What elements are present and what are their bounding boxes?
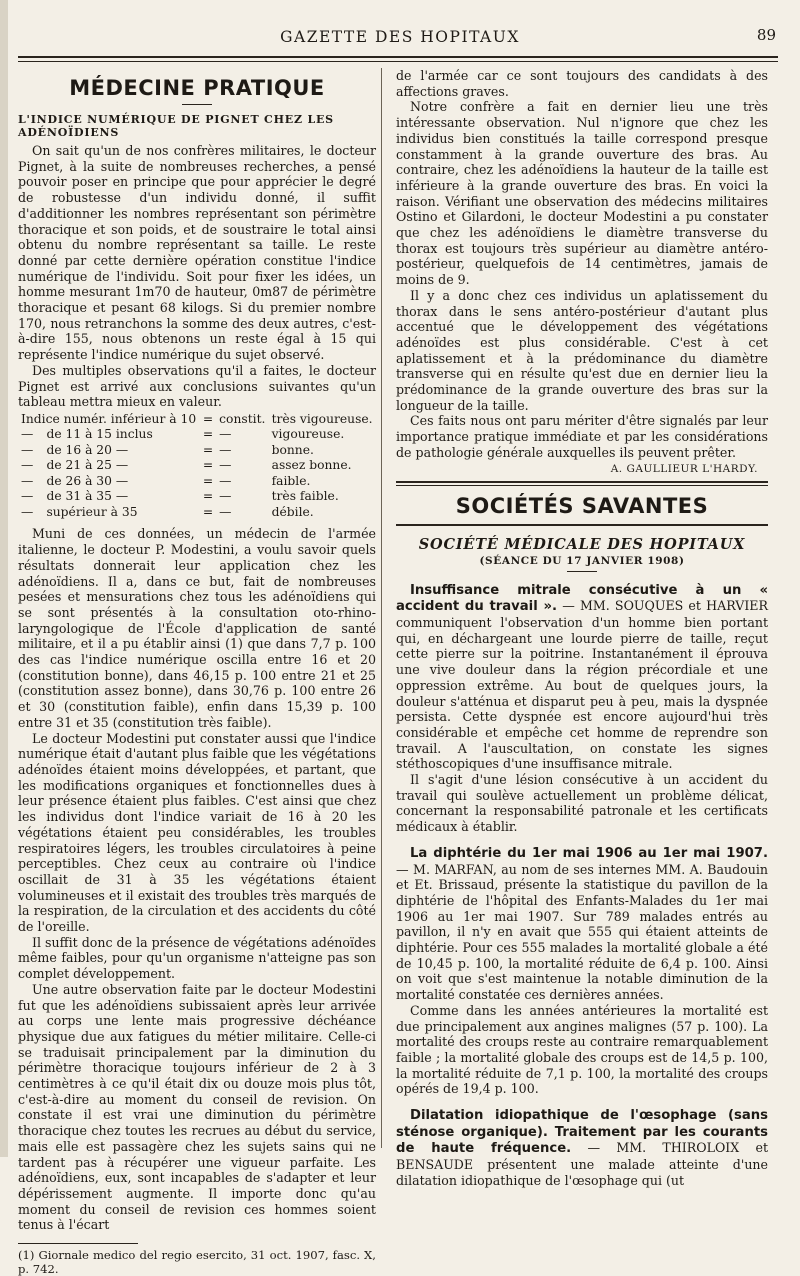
indice-cell: = (202, 504, 214, 519)
running-title: GAZETTE DES HOPITAUX (280, 28, 520, 46)
indice-cell: — (21, 504, 34, 519)
indice-cell: Indice numér. inférieur à 10 (21, 411, 197, 426)
communication-text: — M. MARFAN, au nom de ses internes MM. A. Baudouin et Et. Brissaud, présente la statistique du pavillon de la diphtérie de l'hôpital des Enfants-Malades du 1er mai 1906 au 1er mai 1907. Sur 789 malades entrés au pavillon, il n'y en avait que 555 qui étaient atteints de diphtérie. Pour ces 555 malades la mortalité globale a été de 10,45 p. 100, la mortalité réduite de 6,4 p. 100. Ainsi on voit que s'est maintenue la notable diminution de la mortalité constatée ces dernières années. (396, 861, 768, 1003)
indice-cell: — (219, 473, 232, 488)
indice-cell: — (219, 504, 232, 519)
paragraph: Ces faits nous ont paru mériter d'être signalés par leur importance pratique immédiate et par les considérations de pathologie générale auxquelles ils peuvent prêter. (396, 413, 768, 460)
indice-cell: — (21, 442, 34, 457)
indice-cell: faible. (271, 473, 311, 488)
paragraph: Il s'agit d'une lésion consécutive à un accident du travail qui soulève actuellement un problème délicat, concernant la responsabilité patronale et les certificats médicaux à établir. (396, 772, 768, 835)
indice-cell: de 26 à 30 — (46, 473, 129, 488)
indice-cell: = (202, 427, 214, 442)
indice-cell: de 11 à 15 inclus (46, 427, 153, 442)
short-rule (182, 104, 212, 105)
indice-cell: = (202, 473, 214, 488)
communication-title: Dilatation idiopathique de l'œsophage (sans sténose organique). Traitement par les courants de haute fréquence. (396, 1108, 768, 1157)
indice-row (18, 489, 376, 505)
indice-cell: très vigoureuse. (271, 411, 373, 426)
section-title-medecine-pratique: MÉDECINE PRATIQUE (69, 76, 325, 100)
communication-item (396, 1107, 768, 1189)
communication-item (396, 845, 768, 1097)
column-divider (381, 68, 382, 1148)
short-rule (567, 571, 597, 572)
indice-row (18, 505, 376, 521)
paragraph: Muni de ces données, un médecin de l'armée italienne, le docteur P. Modestini, a voulu savoir quels résultats donnerait leur application chez les adénoïdiens. Il a, dans ce but, fait de nombreuses pesées et mensurations chez tous les adénoïdiens qui se sont présentés à la consultation oto-rhino-laryngologique de l'École d'application de santé militaire, et il a pu établir ainsi (1) que dans 7,7 p. 100 des cas l'indice numérique oscilla entre 16 et 20 (constitution bonne), dans 46,15 p. 100 entre 21 et 25 (constitution assez bonne), dans 30,76 p. 100 entre 26 et 30 (constitution faible), enfin dans 15,39 p. 100 entre 31 et 35 (constitution très faible). (18, 526, 376, 730)
indice-cell: = (202, 458, 214, 473)
indice-row (18, 458, 376, 474)
indice-cell: = (202, 442, 214, 457)
page-number: 89 (756, 26, 776, 44)
communication-text: — MM. THIROLOIX et BENSAUDE présentent une malade atteinte d'une dilatation idiopathique de l'œsophage qui (ut (396, 1140, 769, 1188)
indice-cell: — (21, 458, 34, 473)
indice-cell: — (219, 489, 232, 504)
paragraph: Il y a donc chez ces individus un aplatissement du thorax dans le sens antéro-postérieur d'autant plus accentué que le développement des végétations adénoïdes est plus considérable. C'est à cet aplatissement et à la prédominance du diamètre transverse qui en résulte qu'est due en dernier lieu la prédominance de la grande ouverture des bras sur la longueur de la taille. (396, 287, 768, 413)
paragraph: Notre confrère a fait en dernier lieu une très intéressante observation. Nul n'ignore que chez les individus bien constitués la taille correspond presque constamment à la grande ouverture des bras. Au contraire, chez les adénoïdiens la hauteur de la taille est inférieure à la grande ouverture des bras. En voici la raison. Vérifiant une observation des médecins militaires Ostino et Gilardoni, le docteur Modestini a pu constater que chez les adénoïdiens le diamètre transverse du thorax est toujours très supérieur au diamètre antéro-postérieur, quelquefois de 14 centimètres, jamais de moins de 9. (396, 99, 768, 288)
indice-row (18, 412, 376, 428)
left-column (18, 68, 376, 1276)
indice-cell: — (21, 473, 34, 488)
indice-cell: — (219, 442, 232, 457)
paragraph: Une autre observation faite par le docteur Modestini fut que les adénoïdiens subissaient après leur arrivée au corps une lente mais progressive déchéance physique due aux fatigues du métier militaire. Celle-ci se traduisait principalement par la diminution du périmètre thoracique toujours inférieur de 2 à 3 centimètres à ce qu'il était dix ou douze mois plus tôt, c'est-à-dire au moment du conseil de revision. On constate il est vrai une diminution du périmètre thoracique chez toutes les recrues au début du service, mais elle est passagère chez les sujets sains qui ne tardent pas à récupérer une vigueur parfaite. Les adénoïdiens, eux, sont incapables de s'adapter et leur dépérissement augmente. Il importe donc qu'au moment du conseil de revision ces hommes soient tenus à l'écart (18, 981, 376, 1233)
paragraph: de l'armée car ce sont toujours des candidats à des affections graves. (396, 68, 768, 99)
indice-row (18, 443, 376, 459)
paragraph: On sait qu'un de nos confrères militaires, le docteur Pignet, à la suite de nombreuses recherches, a pensé pouvoir poser en principe que pour apprécier le degré de robustesse d'un individu donné, il suffit d'additionner les nombres représentant son périmètre thoracique et son poids, et de soustraire le total ainsi obtenu du nombre représentant sa taille. Le reste donné par cette dernière opération constitue l'indice numérique de l'individu. Soit pour fixer les idées, un homme mesurant 1m70 de hauteur, 0m87 de périmètre thoracique et pesant 68 kilogs. Si du premier nombre 170, nous retranchons la somme des deux autres, c'est-à-dire 155, nous obtenons un reste égal à 15 qui représente l'indice numérique du sujet observé. (18, 143, 376, 363)
indice-cell: de 16 à 20 — (46, 442, 129, 457)
indice-cell: très faible. (271, 489, 339, 504)
indice-cell: assez bonne. (271, 458, 352, 473)
paragraph: Le docteur Modestini put constater aussi que l'indice numérique était d'autant plus faible que les végétations adénoïdes étaient moins développées, et partant, que les modifications organiques et fonctionnelles dues à leur présence étaient plus faibles. C'est ainsi que chez les individus dont l'indice variait de 16 à 20 les végétations étaient peu considérables, les troubles respiratoires légers, les troubles circulatoires à peine perceptibles. Chez ceux au contraire où l'indice oscillait de 31 à 35 les végétations étaient volumineuses et il existait des troubles très marqués de la respiration, de la circulation et des accidents du côté de l'oreille. (18, 730, 376, 935)
paragraph: Comme dans les années antérieures la mortalité est due principalement aux angines malignes (57 p. 100). La mortalité des croups reste au contraire remarquablement faible ; la mortalité globale des croups est de 14,5 p. 100, la mortalité réduite de 7,1 p. 100, la mortalité des croups opérés de 19,4 p. 100. (396, 1002, 768, 1097)
indice-cell: — (21, 489, 34, 504)
header-rule-thin (18, 61, 778, 62)
communication-title: Insuffisance mitrale consécutive à un « accident du travail ». (396, 582, 768, 615)
running-header (20, 26, 780, 50)
indice-cell: de 21 à 25 — (46, 458, 129, 473)
communication-text: — MM. SOUQUES et HARVIER communiquent l'observation d'un homme bien portant qui, en déchargeant une lourde pierre de taille, reçut cette pierre sur la poitrine. Instantanément il éprouva une vive douleur dans la région précordiale et une oppression extrême. Au bout de quelques jours, la douleur s'atténua et disparut peu à peu, mais la dyspnée persista. Cette dyspnée est encore aujourd'hui très considérable et empêche cet homme de reprendre son travail. A l'auscultation, on constate les signes stéthoscopiques d'une insuffisance mitrale. (396, 598, 768, 772)
indice-cell: = (202, 489, 214, 504)
indice-cell: de 31 à 35 — (46, 489, 129, 504)
indice-row (18, 474, 376, 490)
right-column (396, 68, 768, 1189)
author-signature: A. GAULLIEUR L'HARDY. (610, 462, 758, 475)
footnote-rule (18, 1243, 138, 1244)
indice-row (18, 427, 376, 443)
indice-cell: = (202, 411, 214, 426)
indice-cell: supérieur à 35 (46, 504, 138, 519)
indice-cell: — (219, 458, 232, 473)
section-rule (396, 481, 768, 483)
indice-cell: vigoureuse. (271, 427, 345, 442)
indice-cell: constit. (219, 411, 266, 426)
footnote: (1) Giornale medico del regio esercito, 31 oct. 1907, fasc. X, p. 742. (18, 1248, 376, 1276)
society-subhead: SOCIÉTÉ MÉDICALE DES HOPITAUX (418, 535, 746, 553)
indice-table (18, 412, 376, 521)
header-rule (18, 56, 778, 58)
seance-date: (SÉANCE DU 17 JANVIER 1908) (479, 554, 685, 567)
article-title: L'INDICE NUMÉRIQUE DE PIGNET CHEZ LES ADÉNOÏDIENS (18, 113, 334, 139)
section-rule-thin (396, 485, 768, 486)
indice-cell: — (219, 427, 232, 442)
paragraph: Des multiples observations qu'il a faites, le docteur Pignet est arrivé aux conclusions suivantes qu'un tableau mettra mieux en valeur. (18, 362, 376, 410)
indice-cell: — (21, 427, 34, 442)
section-title-societes-savantes: SOCIÉTÉS SAVANTES (455, 493, 709, 518)
page-edge (0, 0, 8, 1157)
indice-cell: bonne. (271, 442, 314, 457)
communication-item (396, 582, 768, 835)
paragraph: Il suffit donc de la présence de végétations adénoïdes même faibles, pour qu'un organisme n'atteigne pas son complet développement. (18, 934, 376, 982)
section-rule (396, 524, 768, 526)
indice-cell: débile. (271, 504, 314, 519)
communication-title: La diphtérie du 1er mai 1906 au 1er mai 1907. (410, 845, 768, 861)
